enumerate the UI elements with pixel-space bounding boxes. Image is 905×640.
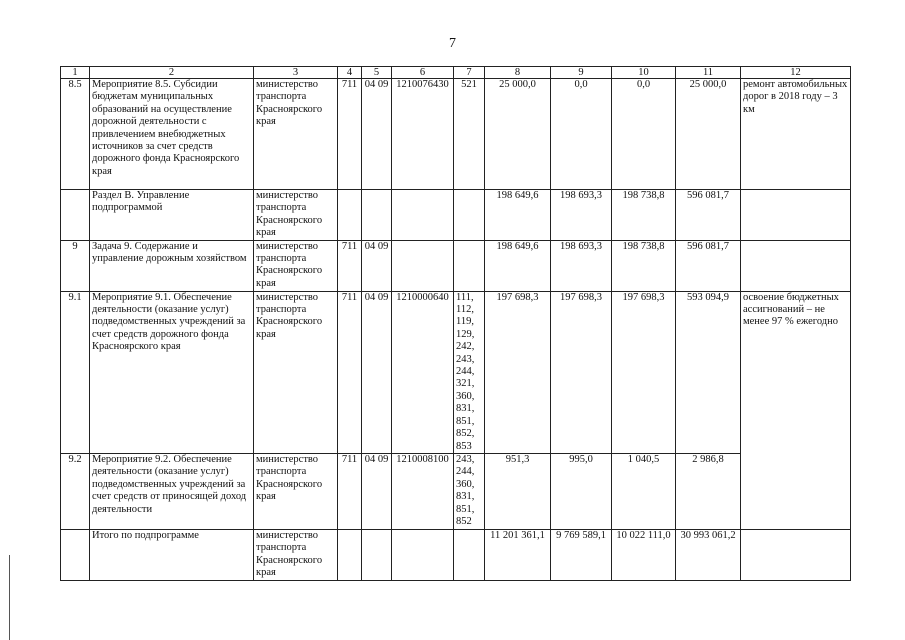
row-number	[61, 190, 90, 241]
header-cell: 1	[61, 67, 90, 79]
table-row	[61, 240, 851, 291]
row-rzpr: 04 09	[362, 291, 392, 453]
row-total: 593 094,9	[676, 291, 741, 453]
table-header-row	[61, 67, 851, 79]
row-number: 9.1	[61, 291, 90, 453]
row-executor: министерство транспорта Красноярского края	[254, 79, 338, 190]
budget-table	[60, 66, 851, 581]
row-number: 9	[61, 240, 90, 291]
row-grbs	[338, 190, 362, 241]
row-csr: 1210076430	[392, 79, 454, 190]
header-cell: 7	[454, 67, 485, 79]
row-vr	[454, 529, 485, 580]
row-2018: 198 649,6	[485, 240, 551, 291]
row-csr	[392, 240, 454, 291]
row-vr	[454, 240, 485, 291]
row-2018: 197 698,3	[485, 291, 551, 453]
row-result	[741, 240, 851, 291]
header-cell: 11	[676, 67, 741, 79]
row-executor: министерство транспорта Красноярского края	[254, 453, 338, 529]
row-executor: министерство транспорта Красноярского края	[254, 240, 338, 291]
row-2020: 10 022 111,0	[612, 529, 676, 580]
row-grbs	[338, 529, 362, 580]
header-cell: 5	[362, 67, 392, 79]
row-result: ремонт автомобильных дорог в 2018 году – 3 км	[741, 79, 851, 190]
header-cell: 3	[254, 67, 338, 79]
row-2020: 198 738,8	[612, 240, 676, 291]
row-result: освоение бюджетных ассигнований – не менее 97 % ежегодно	[741, 291, 851, 529]
row-name: Раздел В. Управление подпрограммой	[90, 190, 254, 241]
table-row	[61, 79, 851, 190]
row-2019: 198 693,3	[551, 190, 612, 241]
row-name: Мероприятие 9.1. Обеспечение деятельности (оказание услуг) подведомственных учреждений за счет средств дорожного фонда Красноярского края	[90, 291, 254, 453]
row-vr	[454, 190, 485, 241]
row-2020: 1 040,5	[612, 453, 676, 529]
row-2018: 198 649,6	[485, 190, 551, 241]
scan-edge-line	[9, 555, 10, 640]
row-total: 2 986,8	[676, 453, 741, 529]
row-rzpr: 04 09	[362, 79, 392, 190]
row-csr: 1210000640	[392, 291, 454, 453]
row-grbs: 711	[338, 240, 362, 291]
row-csr: 1210008100	[392, 453, 454, 529]
row-name: Мероприятие 8.5. Субсидии бюджетам муниципальных образований на осуществление дорожной деятельности с привлечением внебюджетных источников за счет средств дорожного фонда Красноярского края	[90, 79, 254, 190]
row-grbs: 711	[338, 291, 362, 453]
header-cell: 8	[485, 67, 551, 79]
header-cell: 10	[612, 67, 676, 79]
row-vr: 111, 112, 119, 129, 242, 243, 244, 321, 360, 831, 851, 852, 853	[454, 291, 485, 453]
row-total: 30 993 061,2	[676, 529, 741, 580]
header-cell: 12	[741, 67, 851, 79]
row-vr: 243, 244, 360, 831, 851, 852	[454, 453, 485, 529]
row-rzpr: 04 09	[362, 240, 392, 291]
row-grbs: 711	[338, 453, 362, 529]
row-number: 9.2	[61, 453, 90, 529]
row-name: Задача 9. Содержание и управление дорожным хозяйством	[90, 240, 254, 291]
row-total: 25 000,0	[676, 79, 741, 190]
row-2019: 198 693,3	[551, 240, 612, 291]
header-cell: 4	[338, 67, 362, 79]
row-name: Итого по подпрограмме	[90, 529, 254, 580]
row-vr: 521	[454, 79, 485, 190]
row-name: Мероприятие 9.2. Обеспечение деятельности (оказание услуг) подведомственных учреждений за счет средств от приносящей доход деятельности	[90, 453, 254, 529]
row-2018: 951,3	[485, 453, 551, 529]
row-2019: 995,0	[551, 453, 612, 529]
table-row	[61, 190, 851, 241]
row-total: 596 081,7	[676, 240, 741, 291]
row-grbs: 711	[338, 79, 362, 190]
row-result	[741, 529, 851, 580]
row-number: 8.5	[61, 79, 90, 190]
row-total: 596 081,7	[676, 190, 741, 241]
table-row	[61, 291, 851, 453]
row-2018: 25 000,0	[485, 79, 551, 190]
row-executor: министерство транспорта Красноярского края	[254, 291, 338, 453]
row-rzpr	[362, 529, 392, 580]
row-2019: 0,0	[551, 79, 612, 190]
row-2018: 11 201 361,1	[485, 529, 551, 580]
row-rzpr	[362, 190, 392, 241]
header-cell: 9	[551, 67, 612, 79]
row-number	[61, 529, 90, 580]
row-2019: 197 698,3	[551, 291, 612, 453]
row-csr	[392, 190, 454, 241]
row-2020: 197 698,3	[612, 291, 676, 453]
row-2020: 0,0	[612, 79, 676, 190]
row-csr	[392, 529, 454, 580]
page-number: 7	[449, 36, 456, 51]
row-rzpr: 04 09	[362, 453, 392, 529]
row-executor: министерство транспорта Красноярского края	[254, 190, 338, 241]
header-cell: 2	[90, 67, 254, 79]
row-executor: министерство транспорта Красноярского края	[254, 529, 338, 580]
table-row-total	[61, 529, 851, 580]
row-2019: 9 769 589,1	[551, 529, 612, 580]
row-2020: 198 738,8	[612, 190, 676, 241]
row-result	[741, 190, 851, 241]
table-row	[61, 453, 851, 529]
header-cell: 6	[392, 67, 454, 79]
